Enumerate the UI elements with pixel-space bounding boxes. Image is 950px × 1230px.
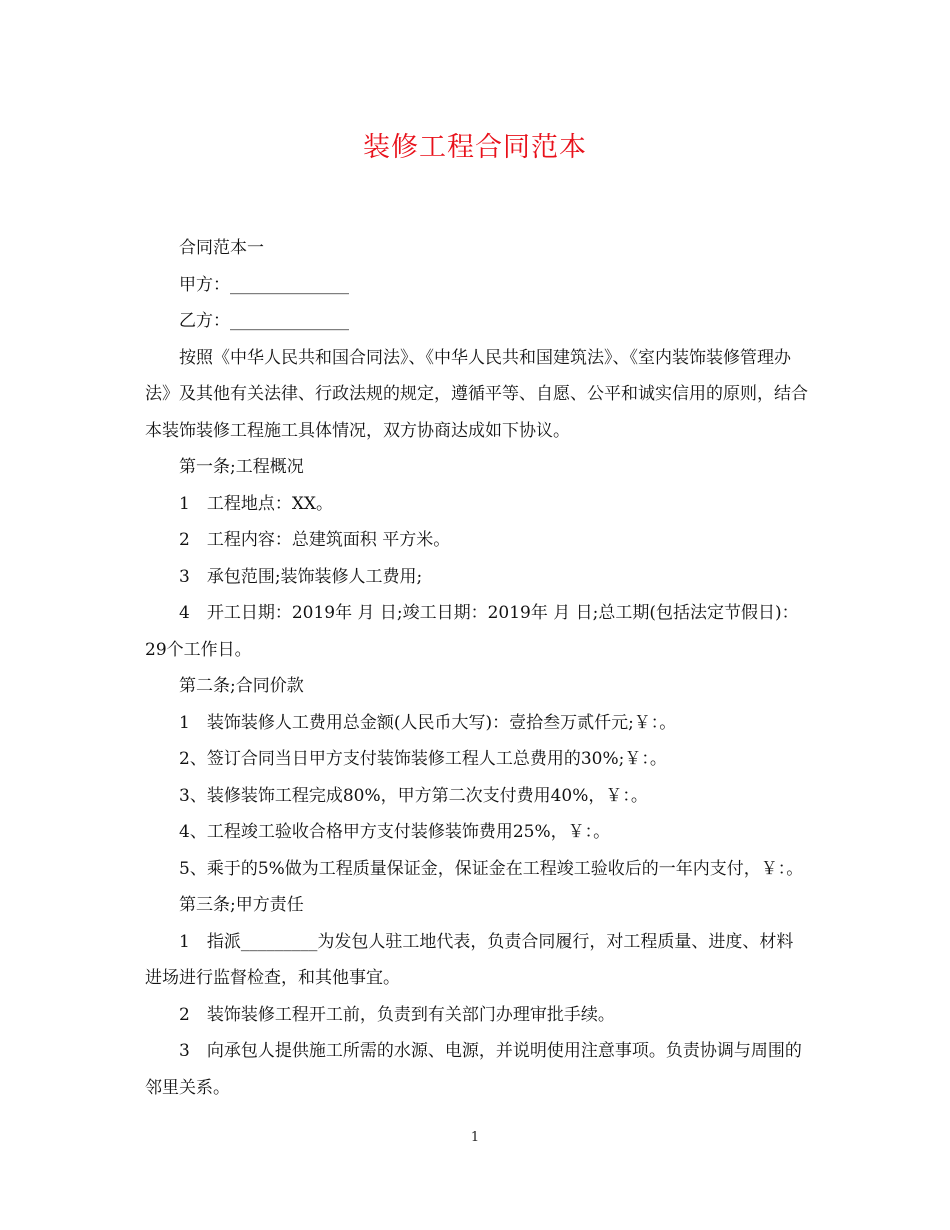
paragraph: 合同范本一 bbox=[179, 238, 264, 258]
paragraph: 乙方：______________ bbox=[179, 311, 349, 331]
paragraph: 甲方：______________ bbox=[179, 274, 349, 295]
paragraph: 4、工程竣工验收合格甲方支付装修装饰费用25%，￥：。 bbox=[179, 822, 611, 842]
section-heading: 第一条;工程概况 bbox=[179, 457, 304, 477]
paragraph: 3、装修装饰工程完成80%，甲方第二次支付费用40%，￥：。 bbox=[179, 785, 648, 806]
paragraph: 4 开工日期：2019年 月 日;竣工日期：2019年 月 日;总工期(包括法定节假日)：29个工作日。 bbox=[145, 603, 799, 660]
paragraph: 2 工程内容：总建筑面积 平方米。 bbox=[179, 530, 451, 550]
paragraph: 2、签订合同当日甲方支付装饰装修工程人工总费用的30%;￥：。 bbox=[179, 749, 667, 769]
document-body bbox=[145, 230, 810, 1106]
section-heading: 第三条;甲方责任 bbox=[179, 895, 304, 915]
document-title: 装修工程合同范本 bbox=[363, 132, 587, 163]
paragraph: 1 装饰装修人工费用总金额(人民币大写)：壹拾叁万贰仟元;￥：。 bbox=[179, 712, 677, 733]
paragraph: 1 指派_________为发包人驻工地代表，负责合同履行，对工程质量、进度、材料进场进行监督检查，和其他事宜。 bbox=[145, 931, 794, 988]
paragraph: 5、乘于的5%做为工程质量保证金，保证金在工程竣工验收后的一年内支付，￥：。 bbox=[179, 858, 804, 879]
paragraph: 按照《中华人民共和国合同法》、《中华人民共和国建筑法》、《室内装饰装修管理办法》及其他有关法律、行政法规的规定，遵循平等、自愿、公平和诚实信用的原则，结合本装饰装修工程施工具体情况，双方协商达成如下协议。 bbox=[145, 347, 808, 441]
paragraph: 2 装饰装修工程开工前，负责到有关部门办理审批手续。 bbox=[179, 1004, 615, 1025]
paragraph: 3 向承包人提供施工所需的水源、电源，并说明使用注意事项。负责协调与周围的邻里关系。 bbox=[145, 1041, 802, 1098]
page-number: 1 bbox=[470, 1130, 480, 1145]
section-heading: 第二条;合同价款 bbox=[179, 676, 304, 696]
paragraph: 3 承包范围;装饰装修人工费用; bbox=[179, 566, 423, 587]
paragraph: 1 工程地点：XX。 bbox=[179, 493, 334, 514]
